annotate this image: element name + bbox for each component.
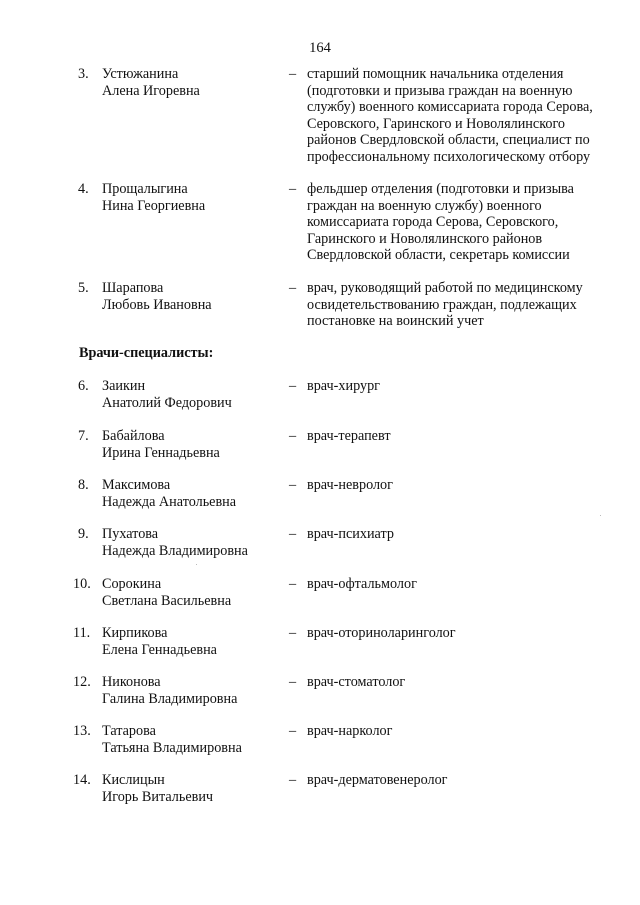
surname: Заикин <box>102 378 146 394</box>
person-name <box>102 723 282 756</box>
given-name: Надежда Анатольевна <box>102 493 237 510</box>
person-name <box>102 625 282 658</box>
given-name: Игорь Витальевич <box>102 788 214 805</box>
dash: – <box>289 66 297 82</box>
scan-speck <box>196 564 197 565</box>
role-line: Свердловской области, секретарь комиссии <box>307 247 570 263</box>
role-line: постановке на воинский учет <box>307 313 484 329</box>
role-description: врач-терапевт <box>307 428 391 444</box>
item-number: 7. <box>78 428 89 444</box>
dash: – <box>289 280 297 296</box>
given-name: Нина Георгиевна <box>102 197 206 214</box>
surname: Татарова <box>102 723 156 739</box>
item-number: 9. <box>78 526 89 542</box>
surname: Устюжанина <box>102 66 179 82</box>
dash: – <box>289 772 297 788</box>
role-line: профессиональному психологическому отбору <box>307 148 591 165</box>
role-line: службу) военного комиссариата города Серова, <box>307 99 593 115</box>
role-description: врач-хирург <box>307 378 380 394</box>
given-name: Ирина Геннадьевна <box>102 444 220 461</box>
item-number: 11. <box>73 625 91 641</box>
item-number: 6. <box>78 378 89 394</box>
role-line: освидетельствованию граждан, подлежащих <box>307 296 577 313</box>
role-description <box>307 181 607 264</box>
surname: Кислицын <box>102 772 165 788</box>
item-number: 3. <box>78 66 89 82</box>
role-line: фельдшер отделения (подготовки и призыва <box>307 181 574 197</box>
surname: Максимова <box>102 477 171 493</box>
role-line: комиссариата города Серова, Серовского, <box>307 214 559 230</box>
role-line: Гаринского и Новолялинского районов <box>307 230 543 247</box>
item-number: 13. <box>73 723 91 739</box>
dash: – <box>289 526 297 542</box>
given-name: Любовь Ивановна <box>102 296 212 313</box>
dash: – <box>289 477 297 493</box>
role-line: (подготовки и призыва граждан на военную <box>307 82 573 99</box>
surname: Бабайлова <box>102 428 165 444</box>
scan-speck <box>600 515 601 516</box>
surname: Пухатова <box>102 526 159 542</box>
role-line: Серовского, Гаринского и Новолялинского <box>307 115 566 132</box>
dash: – <box>289 723 297 739</box>
given-name: Светлана Васильевна <box>102 592 232 609</box>
page-number: 164 <box>309 40 331 56</box>
dash: – <box>289 428 297 444</box>
person-name <box>102 66 282 99</box>
role-line: граждан на военную службу) военного <box>307 197 542 214</box>
section-heading: Врачи-специалисты: <box>79 345 214 361</box>
role-description: врач-психиатр <box>307 526 394 542</box>
surname: Никонова <box>102 674 161 690</box>
person-name <box>102 428 282 461</box>
role-line: старший помощник начальника отделения <box>307 66 564 82</box>
dash: – <box>289 625 297 641</box>
role-description: врач-дерматовенеролог <box>307 772 448 788</box>
item-number: 8. <box>78 477 89 493</box>
surname: Прощалыгина <box>102 181 188 197</box>
role-description: врач-офтальмолог <box>307 576 417 592</box>
role-line: районов Свердловской области, специалист по <box>307 132 590 148</box>
given-name: Анатолий Федорович <box>102 394 232 411</box>
role-description <box>307 280 607 330</box>
surname: Шарапова <box>102 280 164 296</box>
given-name: Елена Геннадьевна <box>102 641 217 658</box>
role-description: врач-стоматолог <box>307 674 406 690</box>
person-name <box>102 181 282 214</box>
role-description: врач-невролог <box>307 477 393 493</box>
item-number: 12. <box>73 674 91 690</box>
dash: – <box>289 378 297 394</box>
given-name: Галина Владимировна <box>102 690 238 707</box>
surname: Сорокина <box>102 576 162 592</box>
item-number: 14. <box>73 772 91 788</box>
item-number: 5. <box>78 280 89 296</box>
dash: – <box>289 576 297 592</box>
role-description <box>307 66 607 165</box>
role-description: врач-нарколог <box>307 723 393 739</box>
dash: – <box>289 181 297 197</box>
surname: Кирпикова <box>102 625 168 641</box>
person-name <box>102 772 282 805</box>
role-description: врач-оториноларинголог <box>307 625 456 641</box>
given-name: Алена Игоревна <box>102 82 200 99</box>
person-name <box>102 526 282 559</box>
item-number: 4. <box>78 181 89 197</box>
given-name: Татьяна Владимировна <box>102 739 242 756</box>
person-name <box>102 477 282 510</box>
given-name: Надежда Владимировна <box>102 542 248 559</box>
person-name <box>102 674 282 707</box>
item-number: 10. <box>73 576 91 592</box>
dash: – <box>289 674 297 690</box>
person-name <box>102 280 282 313</box>
person-name <box>102 378 282 411</box>
role-line: врач, руководящий работой по медицинскому <box>307 280 583 296</box>
person-name <box>102 576 282 609</box>
